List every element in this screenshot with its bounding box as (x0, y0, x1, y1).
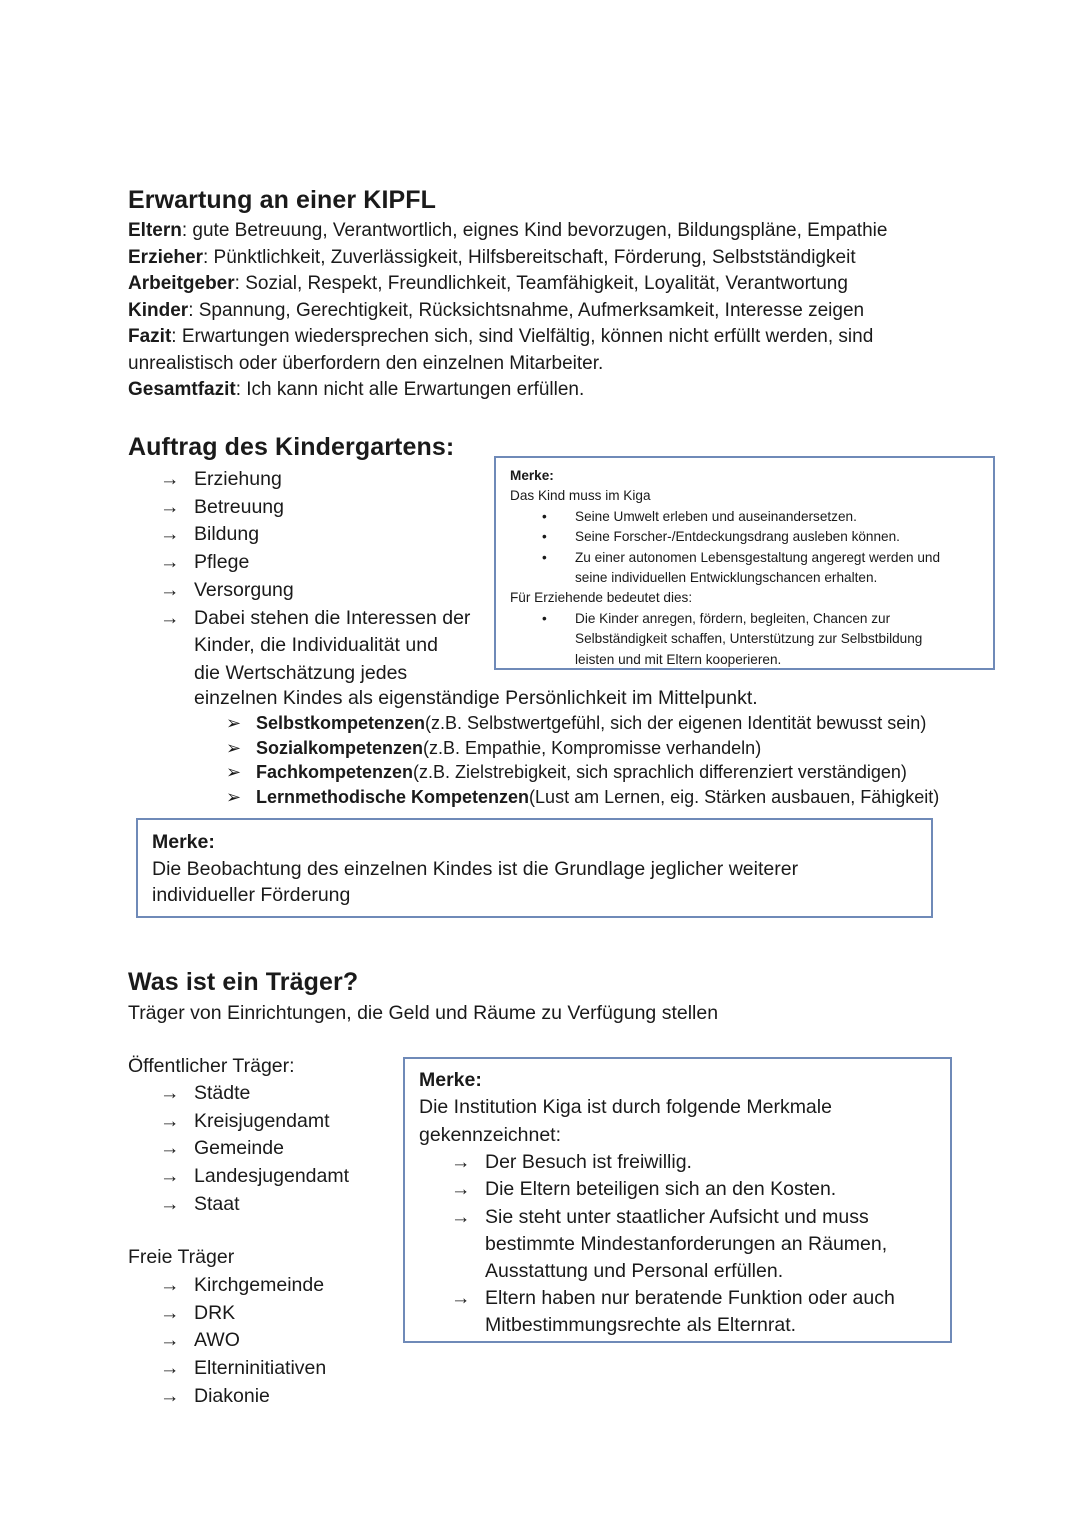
merke3-item-line: Mitbestimmungsrechte als Elternrat. (485, 1314, 797, 1337)
merke-bullet-line (510, 650, 985, 670)
merke-bullet-text: leisten und mit Eltern kooperieren. (575, 651, 782, 667)
arrow-icon: → (160, 1165, 180, 1188)
merke3-item-line: bestimmte Mindestanforderungen an Räumen, (485, 1232, 888, 1255)
free-sponsor-item (160, 1383, 326, 1411)
merke3-item (451, 1176, 895, 1203)
mission-item-text: Erziehung (194, 468, 282, 490)
mission-item-text: die Wertschätzung jedes (194, 661, 408, 684)
merke3-item-line: Der Besuch ist freiwillig. (485, 1151, 692, 1174)
expectation-line (128, 351, 887, 378)
section2-title: Auftrag des Kindergartens: (128, 433, 455, 461)
expectation-label: Erzieher (128, 246, 203, 268)
arrow-icon: → (160, 495, 180, 518)
competence-list (226, 711, 939, 809)
public-sponsor-list (160, 1080, 349, 1219)
competence-item (226, 736, 939, 761)
competence-text: (z.B. Empathie, Kompromisse verhandeln) (423, 737, 762, 758)
merke-bullet-line (510, 568, 985, 588)
expectation-text: : Erwartungen wiedersprechen sich, sind Vielfältig, können nicht erfüllt werden, sind (171, 326, 874, 347)
competence-text: (z.B. Zielstrebigkeit, sich sprachlich differenziert verständigen) (413, 762, 907, 783)
mission-item (160, 577, 470, 605)
expectation-line (128, 377, 887, 404)
arrow-icon: → (451, 1178, 471, 1201)
mission-item-text: Betreuung (194, 495, 284, 518)
section3-subtitle: Träger von Einrichtungen, die Geld und Räume zu Verfügung stellen (128, 1002, 719, 1024)
merke3-item (451, 1204, 895, 1286)
merke3-heading: Merke: (419, 1069, 482, 1091)
arrow-icon: → (160, 1357, 180, 1380)
merke-bullet-text: Die Kinder anregen, fördern, begleiten, Chancen zur (575, 610, 891, 626)
merke-bullet-text: Seine Forscher-/Entdeckungsdrang ausleben können. (575, 529, 900, 545)
merke-bullet-line (510, 548, 985, 568)
arrow-icon: → (160, 1384, 180, 1407)
merke2-heading: Merke: (152, 831, 215, 853)
merke-bullets2 (510, 609, 985, 670)
expectation-text: unrealistisch oder überfordern den einzelnen Mitarbeiter. (128, 352, 604, 374)
mission-item-text: Pflege (194, 551, 250, 574)
merke-bullet-line (510, 629, 985, 649)
bullet-icon: • (542, 508, 547, 524)
chevron-icon: ➢ (226, 786, 242, 807)
expectation-text: : Spannung, Gerechtigkeit, Rücksichtsnahme, Aufmerksamkeit, Interesse zeigen (188, 299, 865, 321)
competence-name: Sozialkompetenzen (256, 737, 424, 758)
free-sponsor-item-text: Kirchgemeinde (194, 1274, 325, 1296)
arrow-icon: → (160, 1192, 180, 1215)
merke3-item-line: Eltern haben nur beratende Funktion oder auch (485, 1287, 895, 1310)
merke3-item-line: Sie steht unter staatlicher Aufsicht und muss (485, 1205, 869, 1228)
arrow-icon: → (160, 1329, 180, 1352)
merke-heading: Merke: (510, 468, 554, 483)
arrow-icon: → (451, 1287, 471, 1310)
section1-title: Erwartung an einer KIPFL (128, 186, 437, 214)
mission-item (160, 632, 470, 660)
merke-bullet-line (510, 527, 985, 547)
public-sponsor-label: Öffentlicher Träger: (128, 1055, 295, 1077)
competence-name: Selbstkompetenzen (256, 713, 426, 733)
expectation-line (128, 271, 887, 298)
free-sponsor-item (160, 1355, 326, 1383)
mission-item (160, 549, 470, 577)
expectation-line (128, 218, 887, 245)
public-sponsor-item-text: Gemeinde (194, 1137, 284, 1160)
section3-title: Was ist ein Träger? (128, 968, 359, 996)
free-sponsor-item-text: Elterninitiativen (194, 1357, 327, 1380)
free-sponsor-item-text: AWO (194, 1329, 240, 1352)
public-sponsor-item-text: Kreisjugendamt (194, 1109, 330, 1132)
arrow-icon: → (160, 1274, 180, 1296)
mission-item (160, 521, 470, 549)
arrow-icon: → (451, 1151, 471, 1174)
expectation-label: Eltern (128, 220, 182, 241)
mission-item (160, 494, 470, 522)
merke3-item (451, 1285, 895, 1339)
free-sponsor-label: Freie Träger (128, 1246, 235, 1268)
public-sponsor-item (160, 1108, 349, 1136)
arrow-icon: → (451, 1205, 471, 1228)
merke2-line-1: Die Beobachtung des einzelnen Kindes ist die Grundlage jeglicher weiterer (152, 857, 799, 880)
arrow-icon: → (160, 606, 180, 629)
mission-item (160, 605, 470, 633)
competence-name: Lernmethodische Kompetenzen (256, 786, 530, 807)
mission-item (160, 660, 470, 688)
merke-intro2: Für Erziehende bedeutet dies: (510, 590, 693, 606)
mission-list (160, 466, 470, 688)
merke-bullet-text: Seine Umwelt erleben und auseinandersetzen. (575, 508, 857, 524)
public-sponsor-item (160, 1191, 349, 1219)
merke-bullet-text: seine individuellen Entwicklungschancen erhalten. (575, 570, 878, 586)
bullet-icon: • (542, 529, 547, 545)
mission-item-text: Kinder, die Individualität und (194, 634, 438, 657)
competence-item (226, 711, 939, 736)
expectation-label: Gesamtfazit (128, 379, 236, 400)
free-sponsor-list (160, 1272, 326, 1411)
expectation-line (128, 298, 887, 325)
expectation-text: : Pünktlichkeit, Zuverlässigkeit, Hilfsbereitschaft, Förderung, Selbstständigkeit (202, 246, 856, 268)
mission-continuation: einzelnen Kindes als eigenständige Persönlichkeit im Mittelpunkt. (194, 687, 758, 709)
bullet-icon: • (542, 610, 547, 626)
free-sponsor-item (160, 1272, 326, 1300)
expectation-text: : Ich kann nicht alle Erwartungen erfüllen. (235, 379, 585, 400)
merke-bullets (510, 507, 985, 589)
merke3-item-line: Ausstattung und Personal erfüllen. (485, 1260, 784, 1283)
public-sponsor-item (160, 1135, 349, 1163)
competence-name: Fachkompetenzen (256, 762, 414, 783)
merke3-items (451, 1149, 895, 1339)
merke-box-institution (403, 1057, 952, 1343)
chevron-icon: ➢ (226, 762, 242, 783)
arrow-icon: → (160, 578, 180, 601)
expectation-text: : gute Betreuung, Verantwortlich, eignes Kind bevorzugen, Bildungspläne, Empathie (181, 220, 888, 241)
mission-item (160, 466, 470, 494)
arrow-icon: → (160, 551, 180, 574)
merke-bullet-text: Selbständigkeit schaffen, Unterstützung zur Selbstbildung (575, 631, 923, 647)
merke3-item-line: Die Eltern beteiligen sich an den Kosten. (485, 1178, 837, 1201)
expectation-label: Kinder (128, 299, 189, 321)
public-sponsor-item (160, 1080, 349, 1108)
chevron-icon: ➢ (226, 713, 242, 733)
competence-item (226, 760, 939, 785)
merke3-item (451, 1149, 895, 1176)
merke-box-observation (136, 818, 933, 918)
expectation-label: Fazit (128, 326, 172, 347)
merke3-intro-line: gekennzeichnet: (419, 1123, 562, 1146)
public-sponsor-item-text: Staat (194, 1192, 240, 1215)
arrow-icon: → (160, 523, 180, 546)
merke-intro: Das Kind muss im Kiga (510, 488, 651, 504)
public-sponsor-item-text: Landesjugendamt (194, 1165, 350, 1188)
competence-item (226, 785, 939, 810)
free-sponsor-item-text: DRK (194, 1301, 236, 1324)
expectation-line (128, 245, 887, 272)
merke-bullet-line (510, 609, 985, 629)
merke2-line-2: individueller Förderung (152, 884, 351, 906)
free-sponsor-item (160, 1327, 326, 1355)
arrow-icon: → (160, 1082, 180, 1104)
merke-bullet-line (510, 507, 985, 527)
merke-box-kiga (494, 456, 995, 670)
expectation-label: Arbeitgeber (128, 273, 235, 294)
expectations-list (128, 218, 887, 404)
arrow-icon: → (160, 468, 180, 490)
merke-bullet-text: Zu einer autonomen Lebensgestaltung angeregt werden und (575, 549, 941, 565)
chevron-icon: ➢ (226, 737, 242, 758)
competence-text: (z.B. Selbstwertgefühl, sich der eigenen Identität bewusst sein) (425, 713, 927, 733)
public-sponsor-item-text: Städte (194, 1082, 251, 1104)
merke3-intro-line: Die Institution Kiga ist durch folgende Merkmale (419, 1096, 832, 1119)
arrow-icon: → (160, 1109, 180, 1132)
mission-item-text: Versorgung (194, 578, 294, 601)
mission-item-text: Bildung (194, 523, 260, 546)
arrow-icon: → (160, 1301, 180, 1324)
free-sponsor-item-text: Diakonie (194, 1384, 270, 1407)
arrow-icon: → (160, 1137, 180, 1160)
bullet-icon: • (542, 549, 547, 565)
expectation-line (128, 324, 887, 351)
free-sponsor-item (160, 1300, 326, 1328)
mission-item-text: Dabei stehen die Interessen der (194, 606, 471, 629)
expectation-text: : Sozial, Respekt, Freundlichkeit, Teamfähigkeit, Loyalität, Verantwortung (234, 273, 848, 294)
competence-text: (Lust am Lernen, eig. Stärken ausbauen, Fähigkeit) (529, 786, 940, 807)
public-sponsor-item (160, 1163, 349, 1191)
